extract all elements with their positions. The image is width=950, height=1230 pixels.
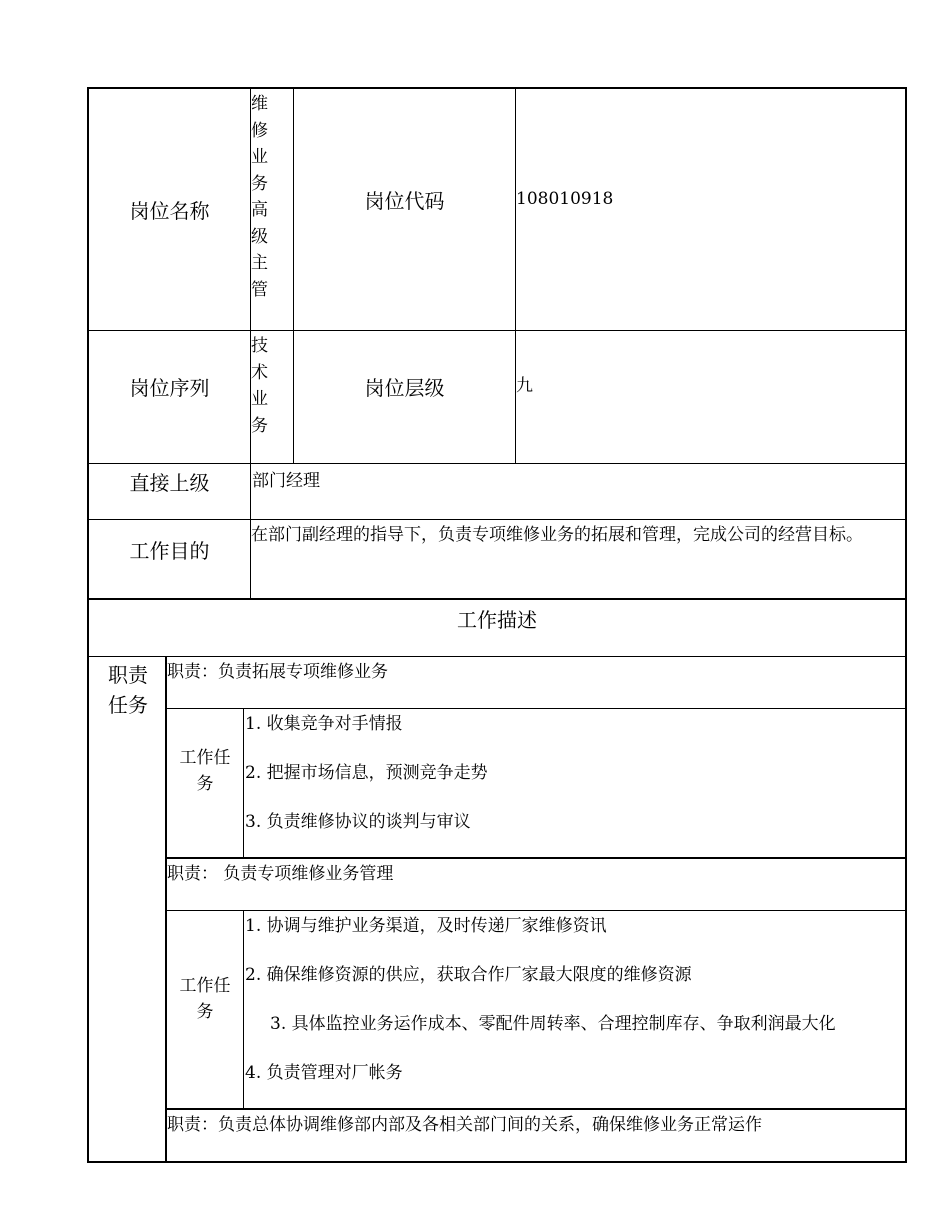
label-position-level: 岗位层级 xyxy=(364,375,445,400)
section-title: 工作描述 xyxy=(457,607,537,632)
duty-divider xyxy=(166,857,907,859)
duty-title: 职责：负责总体协调维修部内部及各相关部门间的关系，确保维修业务正常运作 xyxy=(167,1115,762,1135)
label-supervisor: 直接上级 xyxy=(129,470,210,495)
table-border-right xyxy=(905,87,907,1163)
col-divider xyxy=(515,87,516,463)
col-divider xyxy=(165,656,167,1163)
duty-title: 职责： 负责专项维修业务管理 xyxy=(167,864,394,884)
label-position-name: 岗位名称 xyxy=(129,199,210,223)
task-item: 2. 把握市场信息，预测竞争走势 xyxy=(245,763,488,783)
col-divider xyxy=(243,708,244,858)
duty-divider xyxy=(166,708,907,709)
task-label: 工作任务 xyxy=(179,976,231,1022)
task-item: 3. 负责维修协议的谈判与审议 xyxy=(245,812,471,832)
task-item: 3. 具体监控业务运作成本、零配件周转率、合理控制库存、争取利润最大化 xyxy=(270,1014,836,1034)
label-duties: 职责任务 xyxy=(108,663,148,717)
value-supervisor: 部门经理 xyxy=(252,471,320,491)
task-item: 2. 确保维修资源的供应，获取合作厂家最大限度的维修资源 xyxy=(245,965,692,985)
task-item: 4. 负责管理对厂帐务 xyxy=(245,1063,403,1083)
value-position-level: 九 xyxy=(516,376,533,396)
label-position-sequence: 岗位序列 xyxy=(129,375,210,400)
task-label: 工作任务 xyxy=(179,748,231,794)
duty-title: 职责：负责拓展专项维修业务 xyxy=(167,662,388,682)
task-item: 1. 协调与维护业务渠道，及时传递厂家维修资讯 xyxy=(245,916,607,936)
value-position-code: 108010918 xyxy=(516,189,614,209)
label-purpose: 工作目的 xyxy=(129,538,210,563)
value-position-name: 维修业务高级主管 xyxy=(251,94,268,300)
duty-divider xyxy=(166,910,907,911)
value-position-sequence: 技术业务 xyxy=(251,336,268,436)
value-purpose: 在部门副经理的指导下，负责专项维修业务的拓展和管理，完成公司的经营目标。 xyxy=(251,525,863,545)
label-position-code: 岗位代码 xyxy=(364,189,445,213)
task-item: 1. 收集竞争对手情报 xyxy=(245,714,403,734)
col-divider xyxy=(243,910,244,1109)
row-divider xyxy=(87,656,907,657)
duty-divider xyxy=(166,1108,907,1110)
table-border-bottom xyxy=(87,1161,907,1163)
